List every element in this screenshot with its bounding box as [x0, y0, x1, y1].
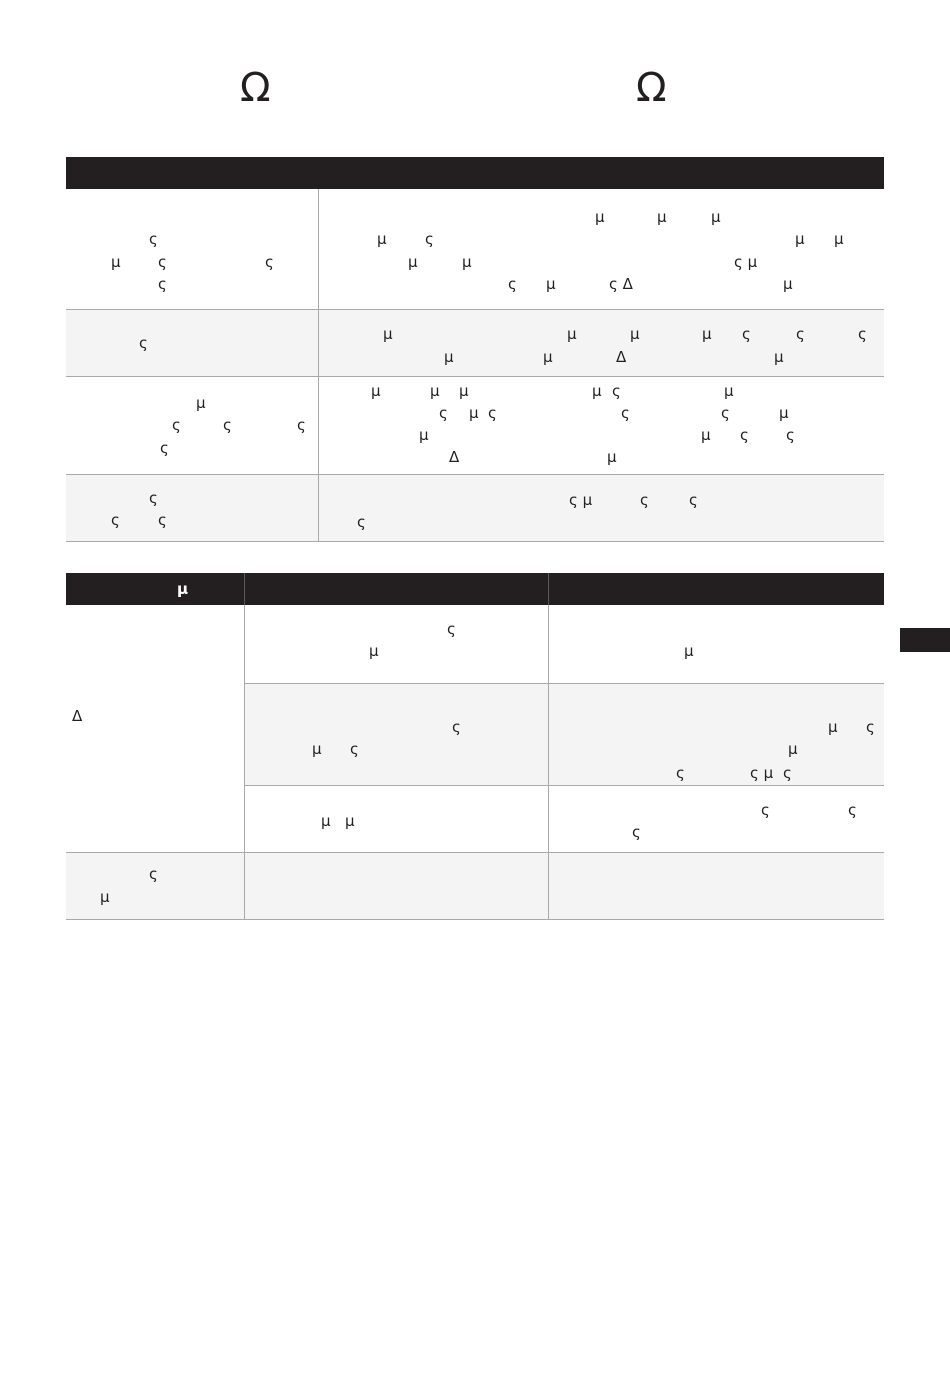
cell-glyph: μ — [657, 208, 667, 226]
table-2-header-divider — [244, 573, 245, 605]
cell-glyph: ς — [786, 426, 795, 444]
cell-glyph: Δ — [449, 448, 460, 466]
table-merged-cell — [66, 605, 245, 853]
cell-glyph: ς — [357, 513, 366, 531]
cell-glyph: μ — [724, 382, 734, 400]
table-row — [66, 853, 884, 920]
cell-glyph: μ — [607, 448, 617, 466]
cell-glyph: ς μ — [750, 764, 774, 782]
table-row — [66, 377, 884, 475]
cell-glyph: ς — [488, 404, 497, 422]
cell-glyph: ς — [223, 416, 232, 434]
cell-glyph: μ — [684, 642, 694, 660]
cell-glyph: ς — [621, 404, 630, 422]
cell-glyph: ς — [265, 253, 274, 271]
section-thumb-tab — [900, 628, 950, 652]
cell-glyph: μ — [783, 275, 793, 293]
cell-glyph: ς — [149, 865, 158, 883]
cell-glyph: μ — [419, 426, 429, 444]
cell-glyph: ς — [796, 325, 805, 343]
cell-glyph: Δ — [72, 707, 83, 725]
cell-glyph: ς — [149, 230, 158, 248]
table-2-header — [66, 573, 884, 605]
cell-glyph: μ — [196, 394, 206, 412]
cell-glyph: ς — [848, 801, 857, 819]
cell-glyph: ς — [139, 334, 148, 352]
table-1-header — [66, 157, 884, 189]
cell-glyph: μ — [383, 325, 393, 343]
cell-glyph: ς — [632, 823, 641, 841]
cell-glyph: μ — [312, 740, 322, 758]
cell-glyph: μ — [567, 325, 577, 343]
cell-glyph: μ — [834, 230, 844, 248]
cell-glyph: μ — [345, 812, 355, 830]
cell-glyph: μ — [408, 253, 418, 271]
cell-glyph: ς — [158, 511, 167, 529]
cell-glyph: μ — [701, 426, 711, 444]
cell-glyph: ς — [297, 416, 306, 434]
table-2-header-divider — [548, 573, 549, 605]
cell-glyph: Δ — [616, 348, 627, 366]
table-2-header-col-1: μ — [177, 580, 189, 598]
cell-glyph: μ — [828, 718, 838, 736]
cell-glyph: ς — [689, 491, 698, 509]
cell-glyph: ς — [742, 325, 751, 343]
cell-glyph: ς — [508, 275, 517, 293]
table-row — [66, 475, 884, 542]
table-row — [245, 786, 884, 853]
cell-glyph: ς — [425, 230, 434, 248]
cell-glyph: μ — [100, 888, 110, 906]
table-1-column-divider — [318, 189, 319, 542]
cell-glyph: ς — [439, 404, 448, 422]
cell-glyph: μ — [543, 348, 553, 366]
cell-glyph: μ — [774, 348, 784, 366]
cell-glyph: μ — [430, 382, 440, 400]
cell-glyph: μ — [444, 348, 454, 366]
cell-glyph: μ — [371, 382, 381, 400]
cell-glyph: ς — [447, 620, 456, 638]
cell-glyph: μ — [779, 404, 789, 422]
cell-glyph: μ — [630, 325, 640, 343]
cell-glyph: ς — [452, 718, 461, 736]
cell-glyph: ς — [721, 404, 730, 422]
table-2-column-divider — [244, 605, 245, 920]
table-row — [245, 605, 884, 684]
cell-glyph: ς — [761, 801, 770, 819]
cell-glyph: μ — [459, 382, 469, 400]
cell-glyph: μ — [369, 642, 379, 660]
cell-glyph: ς — [158, 275, 167, 293]
cell-glyph: ς — [783, 764, 792, 782]
cell-glyph: ς μ — [734, 253, 758, 271]
cell-glyph: ς — [172, 416, 181, 434]
cell-glyph: μ — [711, 208, 721, 226]
cell-glyph: μ — [702, 325, 712, 343]
cell-glyph: ς μ — [569, 491, 593, 509]
cell-glyph: ς — [149, 489, 158, 507]
cell-glyph: ς Δ — [609, 275, 633, 293]
page-title-left-symbol: Ω — [240, 65, 271, 111]
cell-glyph: ς — [350, 740, 359, 758]
table-row — [66, 189, 884, 310]
cell-glyph: ς — [612, 382, 621, 400]
cell-glyph: ς — [740, 426, 749, 444]
cell-glyph: μ — [592, 382, 602, 400]
cell-glyph: μ — [795, 230, 805, 248]
cell-glyph: ς — [160, 439, 169, 457]
cell-glyph: μ — [111, 253, 121, 271]
page-title-right-symbol: Ω — [636, 65, 667, 111]
cell-glyph: ς — [676, 764, 685, 782]
cell-glyph: μ — [462, 253, 472, 271]
cell-glyph: μ — [546, 275, 556, 293]
cell-glyph: ς — [866, 718, 875, 736]
cell-glyph: μ — [377, 230, 387, 248]
cell-glyph: ς — [640, 491, 649, 509]
cell-glyph: ς — [111, 511, 120, 529]
cell-glyph: ς — [158, 253, 167, 271]
cell-glyph: μ — [788, 740, 798, 758]
cell-glyph: μ — [469, 404, 479, 422]
table-2-column-divider — [548, 605, 549, 920]
cell-glyph: μ — [321, 812, 331, 830]
cell-glyph: μ — [595, 208, 605, 226]
cell-glyph: ς — [858, 325, 867, 343]
table-row — [66, 310, 884, 377]
